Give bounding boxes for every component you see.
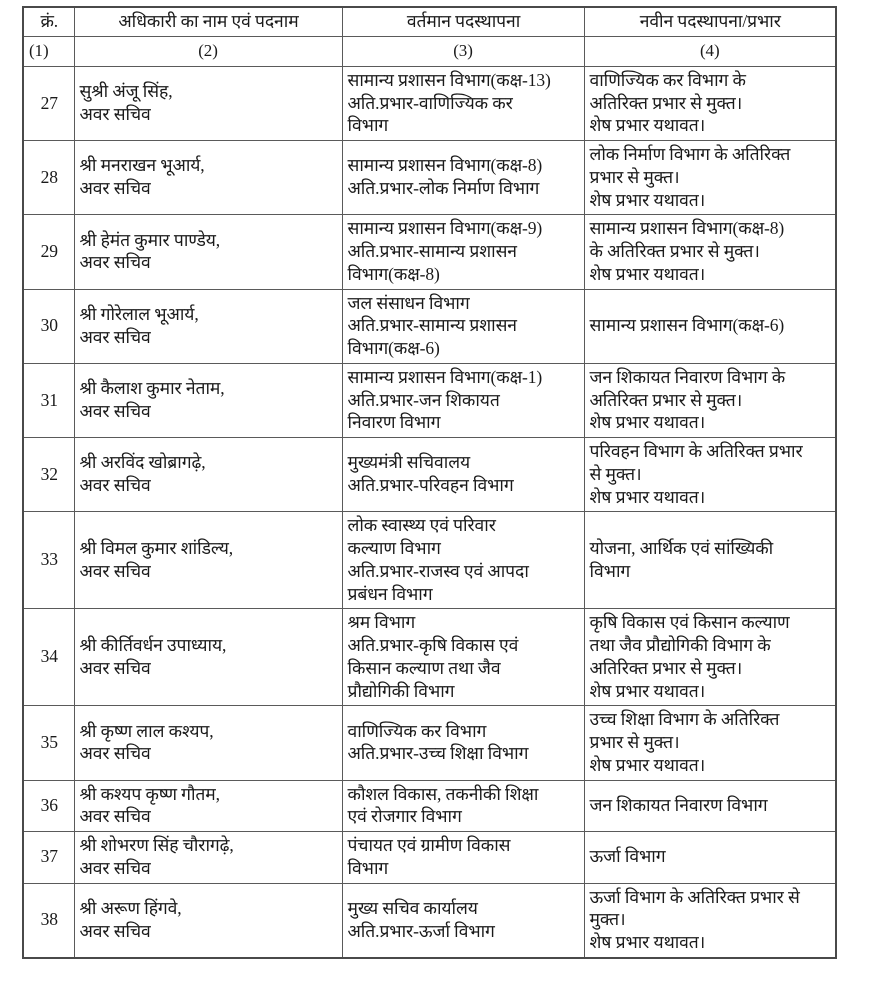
cell-officer-name-line: अवर सचिव (79, 857, 151, 878)
cell-new-posting-charge (584, 780, 836, 832)
cell-current-posting-line: मुख्य सचिव कार्यालय (347, 897, 478, 918)
cell-officer-name-line: श्री मनराखन भूआर्य, (79, 155, 205, 176)
cell-current-posting-line: सामान्य प्रशासन विभाग(कक्ष-9) (347, 218, 543, 239)
cell-officer-name-line: अवर सचिव (79, 475, 151, 496)
cell-officer-name-line: श्री गोरेलाल भूआर्य, (79, 303, 199, 324)
table-row (23, 66, 836, 140)
cell-officer-name (74, 141, 342, 215)
cell-current-posting-line: सामान्य प्रशासन विभाग(कक्ष-1) (347, 366, 543, 387)
cell-current-posting-line: कौशल विकास, तकनीकी शिक्षा (347, 783, 539, 804)
cell-serial-number: 34 (23, 609, 74, 706)
cell-officer-name-line: अवर सचिव (79, 806, 151, 827)
cell-current-posting-line: सामान्य प्रशासन विभाग(कक्ष-8) (347, 155, 543, 176)
cell-new-posting-charge-line: तथा जैव प्रौद्योगिकी विभाग के (589, 635, 771, 656)
cell-officer-name-line: श्री विमल कुमार शांडिल्य, (79, 538, 234, 559)
cell-new-posting-charge-line: मुक्त। (589, 909, 626, 930)
cell-new-posting-charge-line: शेष प्रभार यथावत। (589, 412, 706, 433)
cell-current-posting (342, 141, 584, 215)
table-row (23, 706, 836, 780)
table-row (23, 363, 836, 437)
cell-current-posting-line: अति.प्रभार-उच्च शिक्षा विभाग (347, 743, 529, 764)
cell-new-posting-charge-line: योजना, आर्थिक एवं सांख्यिकी (589, 538, 774, 559)
cell-current-posting-line: विभाग(कक्ष-8) (347, 263, 440, 284)
cell-officer-name-line: श्री अरविंद खोब्रागढ़े, (79, 452, 206, 473)
cell-current-posting-line: मुख्यमंत्री सचिवालय (347, 452, 471, 473)
cell-officer-name-line: अवर सचिव (79, 178, 151, 199)
cell-officer-name-line: श्री हेमंत कुमार पाण्डेय, (79, 229, 221, 250)
column-number-4: (4) (584, 36, 836, 66)
cell-officer-name-line: श्री कश्यप कृष्ण गौतम, (79, 783, 220, 804)
cell-new-posting-charge-line: अतिरिक्त प्रभार से मुक्त। (589, 657, 743, 678)
table-row (23, 289, 836, 363)
cell-current-posting-line: अति.प्रभार-वाणिज्यिक कर (347, 92, 513, 113)
cell-new-posting-charge-line: प्रभार से मुक्त। (589, 166, 680, 187)
cell-officer-name-line: सुश्री अंजू सिंह, (79, 81, 173, 102)
cell-current-posting-line: श्रम विभाग (347, 612, 416, 633)
cell-new-posting-charge-line: जन शिकायत निवारण विभाग (589, 794, 768, 815)
table-row (23, 832, 836, 884)
cell-officer-name (74, 438, 342, 512)
cell-new-posting-charge (584, 438, 836, 512)
cell-current-posting-line: वाणिज्यिक कर विभाग (347, 720, 487, 741)
cell-current-posting-line: विभाग (347, 115, 389, 136)
cell-new-posting-charge-line: शेष प्रभार यथावत। (589, 115, 706, 136)
cell-current-posting (342, 438, 584, 512)
cell-new-posting-charge (584, 883, 836, 958)
cell-serial-number: 33 (23, 512, 74, 609)
cell-officer-name-line: अवर सचिव (79, 920, 151, 941)
cell-new-posting-charge-line: वाणिज्यिक कर विभाग के (589, 69, 746, 90)
cell-officer-name (74, 883, 342, 958)
cell-current-posting-line: अति.प्रभार-सामान्य प्रशासन (347, 241, 517, 262)
cell-new-posting-charge-line: ऊर्जा विभाग के अतिरिक्त प्रभार से (589, 886, 800, 907)
cell-current-posting-line: लोक स्वास्थ्य एवं परिवार (347, 515, 496, 536)
cell-serial-number: 28 (23, 141, 74, 215)
cell-officer-name-line: श्री अरूण हिंगवे, (79, 897, 182, 918)
cell-new-posting-charge (584, 66, 836, 140)
cell-new-posting-charge (584, 215, 836, 289)
cell-new-posting-charge-line: अतिरिक्त प्रभार से मुक्त। (589, 92, 743, 113)
cell-officer-name (74, 609, 342, 706)
cell-officer-name (74, 512, 342, 609)
cell-current-posting (342, 289, 584, 363)
table-body (23, 66, 836, 958)
cell-officer-name (74, 780, 342, 832)
cell-current-posting-line: अति.प्रभार-ऊर्जा विभाग (347, 920, 495, 941)
transfer-order-table (22, 6, 837, 959)
cell-officer-name (74, 289, 342, 363)
cell-current-posting-line: अति.प्रभार-लोक निर्माण विभाग (347, 178, 540, 199)
column-number-3: (3) (342, 36, 584, 66)
column-number-1: (1) (23, 36, 74, 66)
cell-current-posting (342, 66, 584, 140)
cell-officer-name (74, 832, 342, 884)
cell-current-posting-line: अति.प्रभार-कृषि विकास एवं (347, 635, 519, 656)
table-row (23, 883, 836, 958)
cell-serial-number: 30 (23, 289, 74, 363)
cell-current-posting (342, 215, 584, 289)
column-number-2: (2) (74, 36, 342, 66)
cell-current-posting (342, 512, 584, 609)
cell-current-posting (342, 706, 584, 780)
cell-officer-name (74, 66, 342, 140)
cell-serial-number: 27 (23, 66, 74, 140)
cell-new-posting-charge (584, 832, 836, 884)
cell-new-posting-charge-line: प्रभार से मुक्त। (589, 732, 680, 753)
cell-new-posting-charge-line: शेष प्रभार यथावत। (589, 680, 706, 701)
cell-current-posting-line: विभाग(कक्ष-6) (347, 338, 440, 359)
column-header-serial: क्रं. (23, 7, 74, 36)
column-header-officer: अधिकारी का नाम एवं पदनाम (74, 7, 342, 36)
cell-officer-name-line: श्री शोभरण सिंह चौरागढ़े, (79, 835, 234, 856)
cell-new-posting-charge-line: परिवहन विभाग के अतिरिक्त प्रभार (589, 441, 803, 462)
column-number-row (23, 36, 836, 66)
table-row (23, 780, 836, 832)
cell-new-posting-charge-line: सामान्य प्रशासन विभाग(कक्ष-6) (589, 315, 785, 336)
cell-current-posting-line: निवारण विभाग (347, 412, 441, 433)
cell-officer-name-line: अवर सचिव (79, 326, 151, 347)
cell-new-posting-charge-line: लोक निर्माण विभाग के अतिरिक्त (589, 144, 791, 165)
cell-serial-number: 32 (23, 438, 74, 512)
cell-current-posting-line: कल्याण विभाग (347, 538, 441, 559)
cell-new-posting-charge-line: अतिरिक्त प्रभार से मुक्त। (589, 389, 743, 410)
cell-officer-name-line: श्री कृष्ण लाल कश्यप, (79, 720, 214, 741)
cell-new-posting-charge-line: कृषि विकास एवं किसान कल्याण (589, 612, 790, 633)
cell-serial-number: 38 (23, 883, 74, 958)
cell-new-posting-charge-line: से मुक्त। (589, 463, 642, 484)
cell-serial-number: 29 (23, 215, 74, 289)
cell-new-posting-charge-line: जन शिकायत निवारण विभाग के (589, 366, 786, 387)
cell-new-posting-charge-line: शेष प्रभार यथावत। (589, 754, 706, 775)
table-row (23, 609, 836, 706)
table-row (23, 512, 836, 609)
cell-current-posting-line: विभाग (347, 857, 389, 878)
cell-new-posting-charge (584, 289, 836, 363)
cell-new-posting-charge (584, 706, 836, 780)
cell-serial-number: 36 (23, 780, 74, 832)
cell-officer-name (74, 215, 342, 289)
cell-new-posting-charge (584, 609, 836, 706)
column-header-current: वर्तमान पदस्थापना (342, 7, 584, 36)
cell-current-posting (342, 609, 584, 706)
cell-officer-name-line: अवर सचिव (79, 657, 151, 678)
cell-new-posting-charge-line: शेष प्रभार यथावत। (589, 263, 706, 284)
cell-current-posting-line: अति.प्रभार-परिवहन विभाग (347, 475, 514, 496)
cell-serial-number: 35 (23, 706, 74, 780)
cell-current-posting-line: जल संसाधन विभाग (347, 292, 470, 313)
cell-new-posting-charge-line: शेष प्रभार यथावत। (589, 932, 706, 953)
cell-current-posting-line: किसान कल्याण तथा जैव (347, 657, 501, 678)
cell-current-posting-line: सामान्य प्रशासन विभाग(कक्ष-13) (347, 69, 551, 90)
cell-current-posting-line: अति.प्रभार-सामान्य प्रशासन (347, 315, 517, 336)
cell-new-posting-charge-line: सामान्य प्रशासन विभाग(कक्ष-8) (589, 218, 785, 239)
cell-current-posting-line: अति.प्रभार-राजस्व एवं आपदा (347, 560, 529, 581)
cell-officer-name-line: श्री कीर्तिवर्धन उपाध्याय, (79, 635, 227, 656)
cell-new-posting-charge (584, 141, 836, 215)
cell-current-posting-line: प्रौद्योगिकी विभाग (347, 680, 455, 701)
cell-officer-name-line: अवर सचिव (79, 400, 151, 421)
cell-new-posting-charge-line: उच्च शिक्षा विभाग के अतिरिक्त (589, 709, 780, 730)
cell-serial-number: 37 (23, 832, 74, 884)
cell-new-posting-charge (584, 512, 836, 609)
table-row (23, 215, 836, 289)
cell-current-posting-line: प्रबंधन विभाग (347, 583, 433, 604)
cell-new-posting-charge (584, 363, 836, 437)
cell-officer-name-line: अवर सचिव (79, 743, 151, 764)
cell-serial-number: 31 (23, 363, 74, 437)
cell-officer-name-line: श्री कैलाश कुमार नेताम, (79, 378, 225, 399)
table-row (23, 438, 836, 512)
header-row (23, 7, 836, 36)
cell-new-posting-charge-line: शेष प्रभार यथावत। (589, 189, 706, 210)
cell-current-posting (342, 832, 584, 884)
cell-officer-name-line: अवर सचिव (79, 103, 151, 124)
cell-current-posting (342, 363, 584, 437)
cell-officer-name-line: अवर सचिव (79, 252, 151, 273)
cell-current-posting-line: अति.प्रभार-जन शिकायत (347, 389, 500, 410)
cell-officer-name (74, 363, 342, 437)
cell-new-posting-charge-line: विभाग (589, 560, 631, 581)
cell-officer-name-line: अवर सचिव (79, 560, 151, 581)
table-row (23, 141, 836, 215)
cell-current-posting (342, 883, 584, 958)
column-header-new: नवीन पदस्थापना/प्रभार (584, 7, 836, 36)
cell-new-posting-charge-line: के अतिरिक्त प्रभार से मुक्त। (589, 241, 760, 262)
cell-officer-name (74, 706, 342, 780)
cell-new-posting-charge-line: ऊर्जा विभाग (589, 846, 666, 867)
cell-current-posting-line: पंचायत एवं ग्रामीण विकास (347, 835, 511, 856)
table-header (23, 7, 836, 66)
cell-new-posting-charge-line: शेष प्रभार यथावत। (589, 486, 706, 507)
cell-current-posting-line: एवं रोजगार विभाग (347, 806, 462, 827)
cell-current-posting (342, 780, 584, 832)
